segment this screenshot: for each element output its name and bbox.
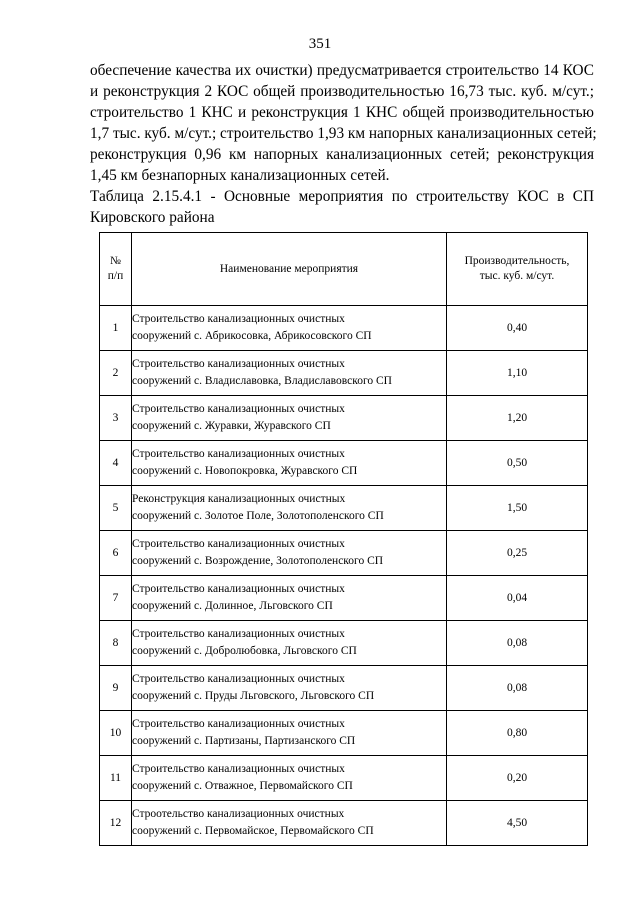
row-number: 5 bbox=[100, 486, 132, 531]
row-number: 3 bbox=[100, 396, 132, 441]
row-name-line: Строительство канализационных очистных bbox=[132, 358, 345, 370]
row-capacity: 0,25 bbox=[447, 531, 588, 576]
table-caption bbox=[90, 186, 594, 228]
row-name bbox=[132, 351, 447, 396]
row-capacity: 1,50 bbox=[447, 486, 588, 531]
row-name bbox=[132, 396, 447, 441]
row-name bbox=[132, 756, 447, 801]
row-name-line: Строительство канализационных очистных bbox=[132, 673, 345, 685]
row-name-line: сооружений с. Абрикосовка, Абрикосовского СП bbox=[132, 330, 372, 342]
header-number bbox=[100, 233, 132, 306]
table-row bbox=[100, 351, 588, 396]
header-capacity-title: Производительность, bbox=[464, 255, 570, 267]
row-name-line: сооружений с. Возрождение, Золотополенского СП bbox=[132, 555, 384, 567]
row-name-line: Строительство канализационных очистных bbox=[132, 313, 345, 325]
row-name-line: Строительство канализационных очистных bbox=[132, 628, 345, 640]
row-number: 1 bbox=[100, 306, 132, 351]
row-number: 8 bbox=[100, 621, 132, 666]
table-row bbox=[100, 396, 588, 441]
row-name-line: сооружений с. Добролюбовка, Льговского СП bbox=[132, 645, 357, 657]
row-name-line: сооружений с. Долинное, Льговского СП bbox=[132, 600, 333, 612]
row-name bbox=[132, 531, 447, 576]
row-name-line: Строительство канализационных очистных bbox=[132, 448, 345, 460]
table-row bbox=[100, 711, 588, 756]
row-name-line: Строотельство канализационных очистных bbox=[132, 808, 345, 820]
header-capacity-unit: тыс. куб. м/сут. bbox=[479, 270, 555, 282]
row-capacity: 1,20 bbox=[447, 396, 588, 441]
row-capacity: 0,40 bbox=[447, 306, 588, 351]
table-row bbox=[100, 756, 588, 801]
table-row bbox=[100, 576, 588, 621]
row-name bbox=[132, 441, 447, 486]
header-name: Наименование мероприятия bbox=[132, 233, 447, 306]
row-name bbox=[132, 801, 447, 846]
row-capacity: 0,08 bbox=[447, 666, 588, 711]
table-row bbox=[100, 441, 588, 486]
body-line: 1,7 тыс. куб. м/сут.; строительство 1,93 км напорных канализационных сетей; bbox=[90, 125, 597, 142]
body-line: обеспечение качества их очистки) предусматривается строительство 14 КОС bbox=[90, 62, 594, 79]
table-row bbox=[100, 531, 588, 576]
table-header-row bbox=[100, 233, 588, 306]
header-capacity bbox=[447, 233, 588, 306]
header-number-abbr: п/п bbox=[107, 270, 124, 282]
body-line: реконструкция 0,96 км напорных канализационных сетей; реконструкция bbox=[90, 146, 594, 163]
body-line: строительство 1 КНС и реконструкция 1 КНС общей производительностью bbox=[90, 104, 594, 121]
row-name-line: сооружений с. Журавки, Журавского СП bbox=[132, 420, 331, 432]
row-capacity: 0,50 bbox=[447, 441, 588, 486]
caption-line: Кировского района bbox=[90, 209, 215, 226]
body-line: и реконструкция 2 КОС общей производительностью 16,73 тыс. куб. м/сут.; bbox=[90, 83, 594, 100]
row-name-line: Реконструкция канализационных очистных bbox=[132, 493, 346, 505]
header-number-symbol: № bbox=[110, 255, 121, 267]
row-number: 7 bbox=[100, 576, 132, 621]
table-row bbox=[100, 486, 588, 531]
row-name bbox=[132, 306, 447, 351]
row-number: 11 bbox=[100, 756, 132, 801]
row-name bbox=[132, 711, 447, 756]
row-number: 9 bbox=[100, 666, 132, 711]
row-name-line: Строительство канализационных очистных bbox=[132, 538, 345, 550]
row-capacity: 0,80 bbox=[447, 711, 588, 756]
row-capacity: 0,20 bbox=[447, 756, 588, 801]
row-name-line: сооружений с. Владиславовка, Владиславовского СП bbox=[132, 375, 392, 387]
row-capacity: 4,50 bbox=[447, 801, 588, 846]
row-name bbox=[132, 666, 447, 711]
row-name-line: сооружений с. Партизаны, Партизанского СП bbox=[132, 735, 356, 747]
row-capacity: 1,10 bbox=[447, 351, 588, 396]
row-number: 4 bbox=[100, 441, 132, 486]
body-line: 1,45 км безнапорных канализационных сетей. bbox=[90, 167, 390, 184]
caption-line: Таблица 2.15.4.1 - Основные мероприятия по строительству КОС в СП bbox=[90, 188, 594, 205]
row-name-line: сооружений с. Первомайское, Первомайского СП bbox=[132, 825, 374, 837]
body-paragraph bbox=[90, 60, 597, 186]
row-name-line: сооружений с. Новопокровка, Журавского СП bbox=[132, 465, 358, 477]
row-capacity: 0,08 bbox=[447, 621, 588, 666]
table-row bbox=[100, 666, 588, 711]
row-name-line: Строительство канализационных очистных bbox=[132, 718, 345, 730]
row-name bbox=[132, 621, 447, 666]
row-number: 12 bbox=[100, 801, 132, 846]
table-row bbox=[100, 801, 588, 846]
table-row bbox=[100, 306, 588, 351]
row-number: 6 bbox=[100, 531, 132, 576]
row-name-line: Строительство канализационных очистных bbox=[132, 583, 345, 595]
row-name-line: сооружений с. Отважное, Первомайского СП bbox=[132, 780, 353, 792]
row-name-line: Строительство канализационных очистных bbox=[132, 763, 345, 775]
row-name bbox=[132, 576, 447, 621]
row-name-line: сооружений с. Золотое Поле, Золотополенского СП bbox=[132, 510, 384, 522]
measures-table bbox=[99, 232, 588, 846]
row-name bbox=[132, 486, 447, 531]
page-number: 351 bbox=[308, 36, 332, 52]
row-name-line: Строительство канализационных очистных bbox=[132, 403, 345, 415]
row-name-line: сооружений с. Пруды Льговского, Льговского СП bbox=[132, 690, 375, 702]
row-number: 2 bbox=[100, 351, 132, 396]
row-number: 10 bbox=[100, 711, 132, 756]
table-row bbox=[100, 621, 588, 666]
row-capacity: 0,04 bbox=[447, 576, 588, 621]
